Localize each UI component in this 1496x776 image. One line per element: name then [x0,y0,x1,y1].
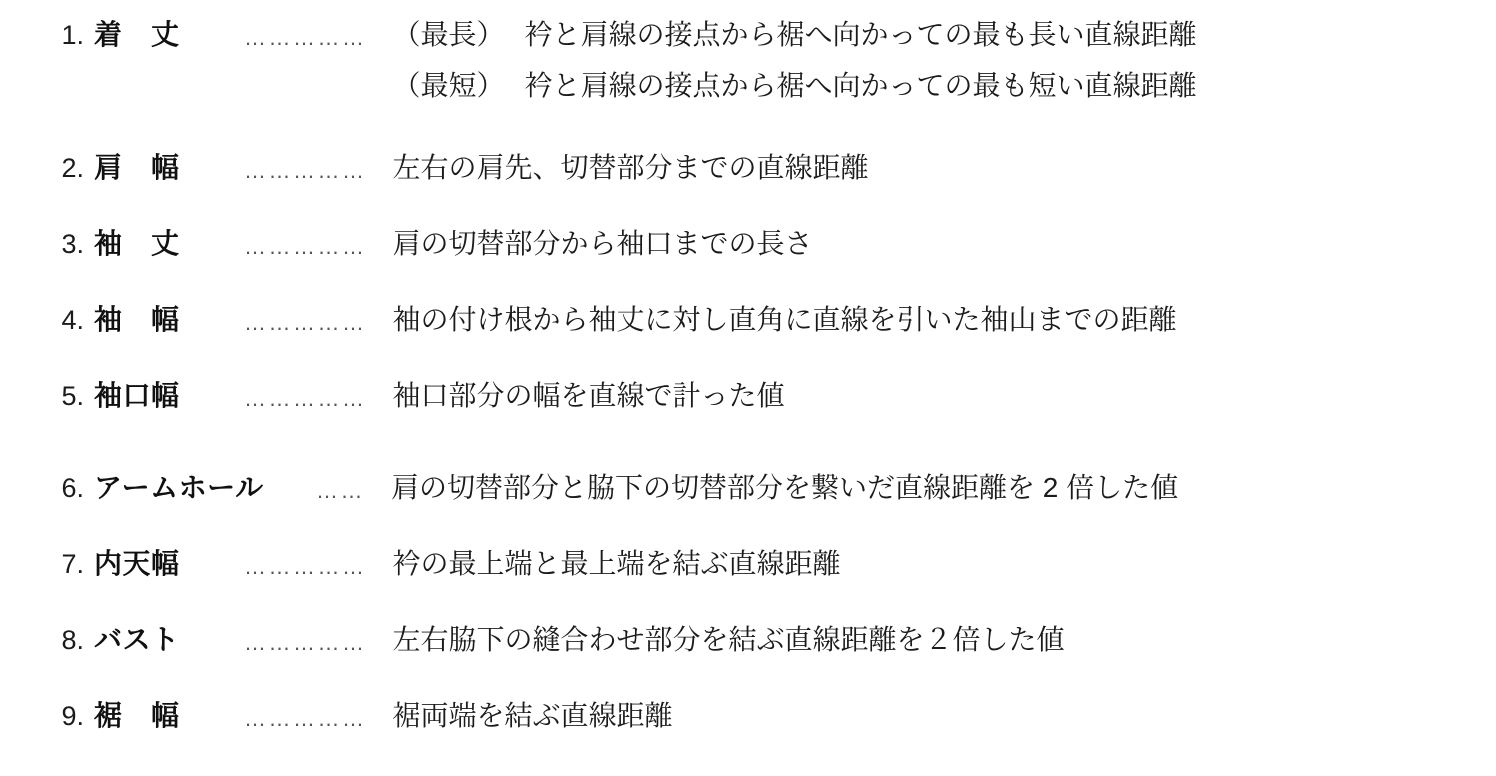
measurement-list [0,14,1496,741]
item-term: 袖 丈 [94,228,180,259]
item-description-text: 左右脇下の縫合わせ部分を結ぶ直線距離を２倍した値 [392,624,1065,655]
item-number: 9. [61,701,84,731]
item-description [367,14,1496,107]
item-term: 着 丈 [94,19,180,50]
item-term: アームホール [94,472,264,503]
leader-dots: …………… [244,158,367,183]
item-description [367,147,1496,189]
item-description [367,223,1496,265]
item-description-text: 袖の付け根から袖丈に対し直角に直線を引いた袖山までの距離 [392,304,1177,335]
item-term: 内天幅 [94,548,180,579]
item-term: バスト [94,624,180,655]
item-description-text: 肩の切替部分から袖口までの長さ [392,228,813,259]
item-number: 1. [61,20,84,50]
item-number: 2. [61,153,84,183]
list-item [0,147,1496,193]
item-term: 袖 幅 [94,304,180,335]
item-description-line [393,299,1496,341]
list-item [0,619,1496,665]
list-item [0,695,1496,741]
item-description-line [393,223,1496,265]
item-description [367,543,1496,585]
item-number: 4. [61,305,84,335]
item-number: 3. [61,229,84,259]
item-description-text: 左右の肩先、切替部分までの直線距離 [392,152,869,183]
item-term: 袖口幅 [94,380,180,411]
item-term: 肩 幅 [94,152,180,183]
item-description-line [393,695,1496,737]
item-description [367,299,1496,341]
item-qualifier: （最短） [392,70,505,101]
item-qualifier: （最長） [392,19,505,50]
item-description-line [393,619,1496,661]
leader-dots: …………… [244,630,367,655]
list-item [0,223,1496,269]
item-description [367,695,1496,737]
list-item [0,375,1496,421]
leader-dots: …………… [244,386,367,411]
leader-dots: …………… [244,310,367,335]
item-description-text: 衿と肩線の接点から裾へ向かっての最も長い直線距離 [524,19,1197,50]
item-description [365,467,1496,509]
item-number: 8. [61,625,84,655]
leader-dots: …………… [244,234,367,259]
item-number: 5. [61,381,84,411]
item-description-text: 肩の切替部分と脇下の切替部分を繋いだ直線距離を 2 倍した値 [391,472,1179,503]
leader-dots: …………… [244,25,367,50]
list-item [0,467,1496,513]
leader-dots: …………… [244,554,367,579]
item-number: 7. [61,549,84,579]
item-term: 裾 幅 [94,700,180,731]
item-description-line [391,467,1496,509]
item-description-text: 袖口部分の幅を直線で計った値 [392,380,785,411]
leader-dots: …… [316,478,365,503]
item-description-line [393,14,1496,56]
item-description-line [393,65,1496,107]
item-description-text: 裾両端を結ぶ直線距離 [392,700,673,731]
item-description [367,375,1496,417]
item-description-text: 衿の最上端と最上端を結ぶ直線距離 [392,548,841,579]
item-description [367,619,1496,661]
item-description-line [393,543,1496,585]
item-description-line [393,375,1496,417]
list-item [0,543,1496,589]
item-description-text: 衿と肩線の接点から裾へ向かっての最も短い直線距離 [524,70,1197,101]
item-description-line [393,147,1496,189]
list-item [0,299,1496,345]
leader-dots: …………… [244,706,367,731]
list-item [0,14,1496,107]
item-number: 6. [61,473,84,503]
